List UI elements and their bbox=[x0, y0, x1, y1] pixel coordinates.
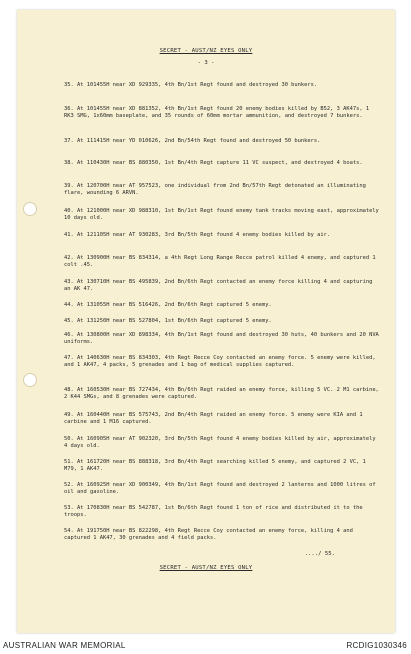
continuation-marker: ..../ 55. bbox=[304, 551, 335, 557]
paragraph-35: 35. At 101455H near XD 929335, 4th Bn/1st Regt found and destroyed 30 bunkers. bbox=[64, 82, 318, 88]
paragraph-43: 43. At 130710H near BS 495839, 2nd Bn/6th Regt contacted an enemy force killing 4 and capturing an AK 47. bbox=[64, 279, 373, 293]
security-header: SECRET - AUST/NZ EYES ONLY bbox=[159, 48, 253, 54]
paragraph-36: 36. At 101455H near XD 881352, 4th Bn/1st Regt found 20 enemy bodies killed by B52, 3 AK47s, 1 RK3 SMG, 1x60mm baseplate, and 35 rounds of 60mm mortar ammunition, and destroyed 7 bunkers. bbox=[64, 106, 370, 120]
paragraph-41: 41. At 121105H near AT 930283, 3rd Bn/5th Regt found 4 enemy bodies killed by air. bbox=[64, 232, 331, 238]
archive-caption-bar bbox=[0, 636, 411, 654]
paragraph-37: 37. At 111415H near YD 010626, 2nd Bn/54th Regt found and destroyed 50 bunkers. bbox=[64, 138, 321, 144]
punch-hole bbox=[23, 202, 37, 216]
paragraph-50: 50. At 160905H near AT 902320, 3rd Bn/5th Regt found 4 enemy bodies killed by air, approximately 4 days old. bbox=[64, 436, 376, 450]
paragraph-48: 48. At 160530H near BS 727434, 4th Bn/6th Regt raided an enemy force, killing 5 VC. 2 M1 carbine, 2 K44 SMGs, and 8 grenades were captured. bbox=[64, 387, 379, 401]
punch-hole bbox=[23, 373, 37, 387]
paragraph-40: 40. At 121000H near XD 988310, 1st Bn/1st Regt found enemy tank tracks moving east, approximately 10 days old. bbox=[64, 208, 379, 222]
paragraph-52: 52. At 160925H near XD 900349, 4th Bn/1st Regt found and destroyed 2 lanterns and 1000 litres of oil and gasoline. bbox=[64, 482, 376, 496]
document-page bbox=[17, 10, 395, 633]
paragraph-47: 47. At 140630H near BS 834303, 4th Regt Recce Coy contacted an enemy force. 5 enemy were killed, and 1 AK47, 4 packs, 5 grenades and 1 bag of medical supplies captured. bbox=[64, 355, 376, 369]
archive-name: AUSTRALIAN WAR MEMORIAL bbox=[3, 641, 126, 650]
paragraph-54: 54. At 191750H near BS 822298, 4th Regt Recce Coy contacted an enemy force, killing 4 and captured 1 AK47, 30 grenades and 4 field packs. bbox=[64, 528, 353, 542]
archive-record-id: RCDIG1030346 bbox=[346, 641, 407, 650]
security-footer: SECRET - AUST/NZ EYES ONLY bbox=[159, 565, 253, 571]
paragraph-46: 46. At 130800H near XD 898334, 4th Bn/1st Regt found and destroyed 30 huts, 40 bunkers and 20 NVA uniforms. bbox=[64, 332, 379, 346]
paragraph-49: 49. At 160440H near BS 575743, 2nd Bn/4th Regt raided an enemy force. 5 enemy were KIA and 1 carbine and 1 M16 captured. bbox=[64, 412, 363, 426]
paragraph-44: 44. At 131055H near BS 516426, 2nd Bn/6th Regt captured 5 enemy. bbox=[64, 302, 272, 308]
paragraph-38: 38. At 110430H near BS 880350, 1st Bn/4th Regt capture 11 VC suspect, and destroyed 4 boats. bbox=[64, 160, 363, 166]
paragraph-53: 53. At 170830H near BS 542787, 1st Bn/6th Regt found 1 ton of rice and distributed it to the troops. bbox=[64, 505, 363, 519]
paragraph-45: 45. At 131250H near BS 527804, 1st Bn/6th Regt captured 5 enemy. bbox=[64, 318, 272, 324]
paragraph-51: 51. At 161720H near BS 888318, 3rd Bn/4th Regt searching killed 5 enemy, and captured 2 VC, 1 M79, 1 AK47. bbox=[64, 459, 366, 473]
page-number: - 3 - bbox=[197, 60, 215, 66]
paragraph-39: 39. At 120700H near AT 957523, one individual from 2nd Bn/57th Regt detonated an illuminating flare, wounding 6 ARVN. bbox=[64, 183, 366, 197]
paragraph-42: 42. At 130900H near BS 834314, a 4th Regt Long Range Recce patrol killed 4 enemy, and captured 1 colt .45. bbox=[64, 255, 376, 269]
